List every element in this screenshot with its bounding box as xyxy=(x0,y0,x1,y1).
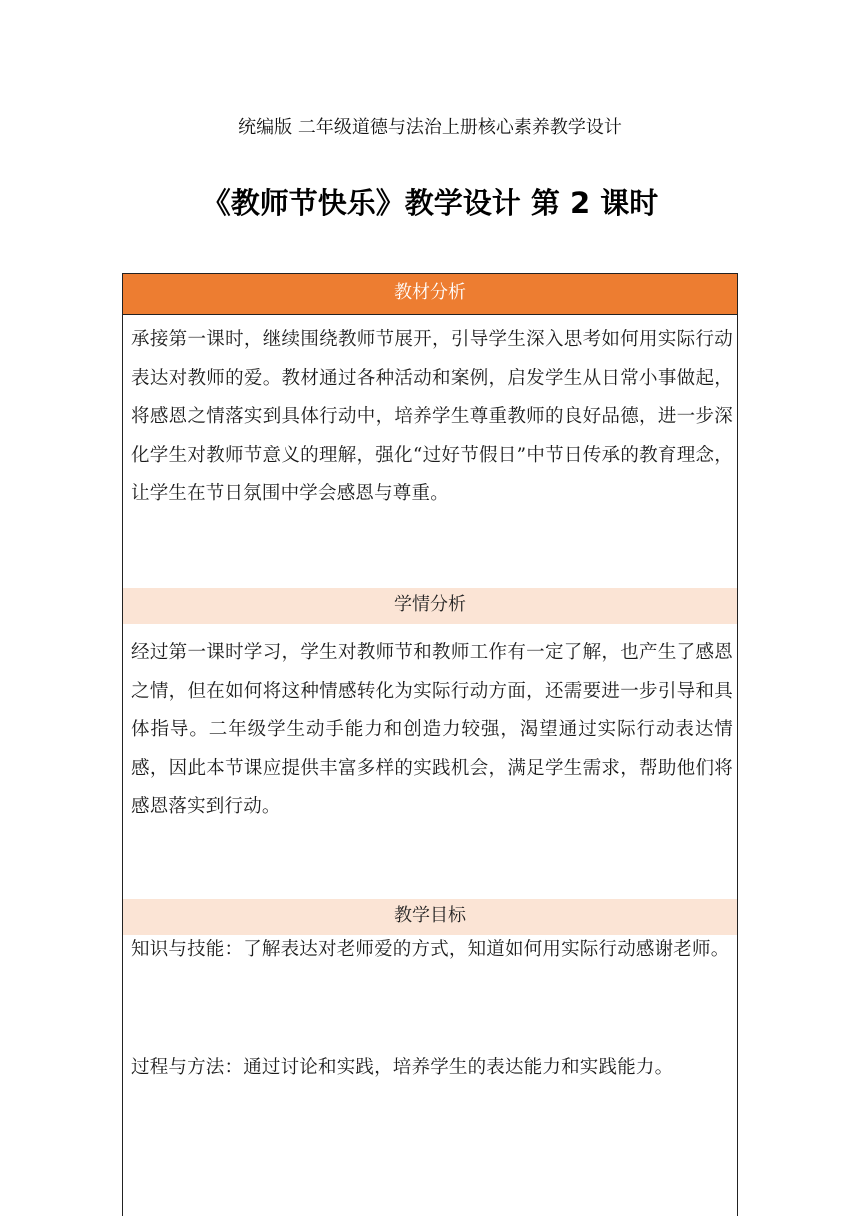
section-header-teaching-goals: 教学目标 xyxy=(123,899,737,935)
document-title: 《教师节快乐》教学设计 第 2 课时 xyxy=(201,186,659,220)
lesson-plan-table xyxy=(122,273,738,1216)
section-header-textbook-analysis: 教材分析 xyxy=(123,274,737,315)
section-header-student-analysis: 学情分析 xyxy=(123,588,737,624)
goal-knowledge-skills: 知识与技能：了解表达对老师爱的方式，知道如何用实际行动感谢老师。 xyxy=(131,939,730,960)
textbook-analysis-text: 承接第一课时，继续围绕教师节展开，引导学生深入思考如何用实际行动表达对教师的爱。教材通过各种活动和案例，启发学生从日常小事做起，将感恩之情落实到具体行动中，培养学生尊重教师的良好品德，进一步深化学生对教师节意义的理解，强化“过好节假日”中节日传承的教育理念，让学生在节日氛围中学会感恩与尊重。 xyxy=(131,329,733,504)
student-analysis-text: 经过第一课时学习，学生对教师节和教师工作有一定了解，也产生了感恩之情，但在如何将这种情感转化为实际行动方面，还需要进一步引导和具体指导。二年级学生动手能力和创造力较强，渴望通过实际行动表达情感，因此本节课应提供丰富多样的实践机会，满足学生需求，帮助他们将感恩落实到行动。 xyxy=(131,642,733,817)
document-subtitle: 统编版 二年级道德与法治上册核心素养教学设计 xyxy=(238,117,622,138)
goal-process-methods: 过程与方法：通过讨论和实践，培养学生的表达能力和实践能力。 xyxy=(131,1057,674,1078)
